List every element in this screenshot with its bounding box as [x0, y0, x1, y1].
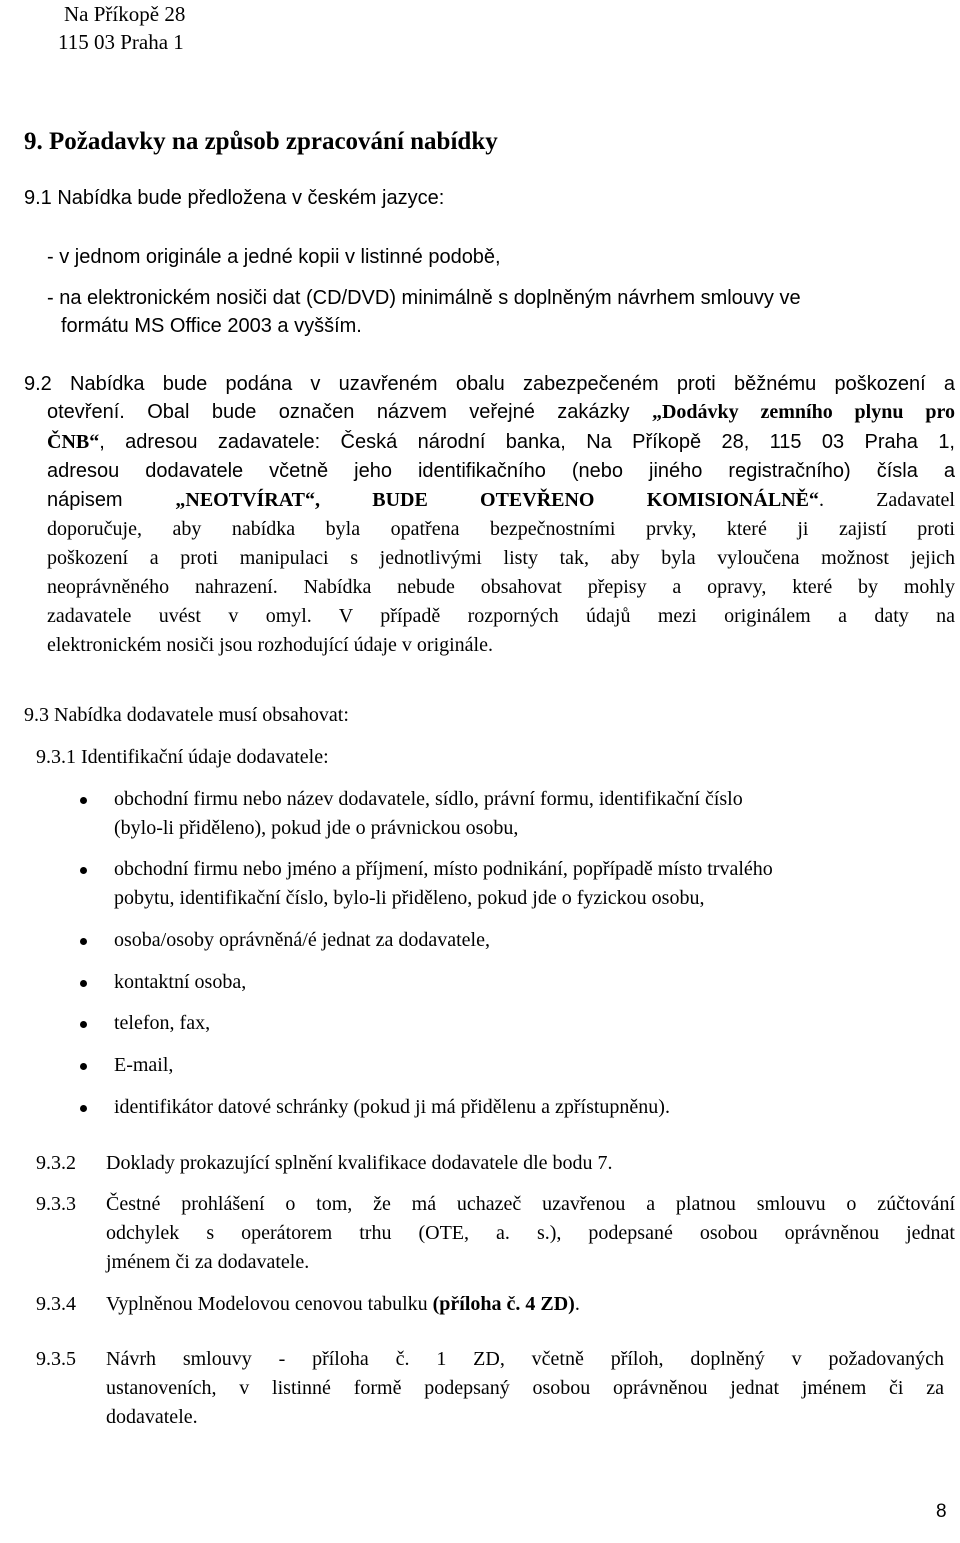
s932-text: Doklady prokazující splnění kvalifikace dodavatele dle bodu 7. — [106, 1152, 613, 1174]
bullet-7: identifikátor datové schránky (pokud ji má přidělenu a zpřístupněnu). — [114, 1096, 670, 1118]
s92-line-6: doporučuje, aby nabídka byla opatřena bezpečnostními prvky, které ji zajistí proti — [47, 518, 955, 540]
address-line-2: 115 03 Praha 1 — [58, 30, 184, 54]
s933-line-1: Čestné prohlášení o tom, že má uchazeč uzavřenou a platnou smlouvu o zúčtování — [106, 1193, 955, 1215]
bullet-3: osoba/osoby oprávněná/é jednat za dodavatele, — [114, 929, 490, 951]
bullet-1-line-1: obchodní firmu nebo název dodavatele, sídlo, právní formu, identifikační číslo — [114, 788, 743, 810]
bullet-1-line-2: (bylo-li přiděleno), pokud jde o právnickou osobu, — [114, 817, 519, 839]
bullet-2-line-1: obchodní firmu nebo jméno a příjmení, místo podnikání, popřípadě místo trvalého — [114, 858, 773, 880]
s91-item-1: - v jednom originále a jedné kopii v listinné podobě, — [47, 246, 501, 268]
s92-line-8: neoprávněného nahrazení. Nabídka nebude obsahovat přepisy a opravy, které by mohly — [47, 576, 955, 598]
s92-line-9: zadavatele uvést v omyl. V případě rozporných údajů mezi originálem a daty na — [47, 605, 955, 627]
s93-heading: 9.3 Nabídka dodavatele musí obsahovat: — [24, 704, 349, 726]
s92-line-2: otevření. Obal bude označen názvem veřejné zakázky „Dodávky zemního plynu pro — [47, 401, 955, 423]
s92-line-1: 9.2 Nabídka bude podána v uzavřeném obalu zabezpečeném proti běžnému poškození a — [24, 373, 955, 395]
s91-item-2-line-2: formátu MS Office 2003 a vyšším. — [61, 315, 362, 337]
section-title: 9. Požadavky na způsob zpracování nabídky — [24, 128, 498, 155]
s92-line-3: ČNB“, adresou zadavatele: Česká národní banka, Na Příkopě 28, 115 03 Praha 1, — [47, 431, 955, 453]
bullet-dot — [80, 867, 87, 874]
s935-line-3: dodavatele. — [106, 1406, 198, 1428]
bullet-4: kontaktní osoba, — [114, 971, 247, 993]
s932-number: 9.3.2 — [36, 1152, 76, 1174]
s935-number: 9.3.5 — [36, 1348, 76, 1370]
address-line-1: Na Příkopě 28 — [64, 2, 186, 26]
s934-text: Vyplněnou Modelovou cenovou tabulku (příloha č. 4 ZD). — [106, 1293, 580, 1315]
page-number: 8 — [936, 1501, 947, 1522]
s92-line-4: adresou dodavatele včetně jeho identifikačního (nebo jiného registračního) čísla a — [47, 460, 955, 482]
bullet-dot — [80, 797, 87, 804]
bullet-dot — [80, 938, 87, 945]
bullet-dot — [80, 1063, 87, 1070]
s933-line-2: odchylek s operátorem trhu (OTE, a. s.), podepsané osobou oprávněnou jednat — [106, 1222, 955, 1244]
s92-line-7: poškození a proti manipulaci s jednotlivými listy tak, aby byla vyloučena možnost jejich — [47, 547, 955, 569]
s91-item-2-line-1: - na elektronickém nosiči dat (CD/DVD) minimálně s doplněným návrhem smlouvy ve — [47, 287, 801, 309]
bullet-dot — [80, 1021, 87, 1028]
s931-heading: 9.3.1 Identifikační údaje dodavatele: — [36, 746, 329, 768]
s933-line-3: jménem či za dodavatele. — [106, 1251, 310, 1273]
bullet-5: telefon, fax, — [114, 1012, 211, 1034]
s935-line-2: ustanoveních, v listinné formě podepsaný osobou oprávněnou jednat jménem či za — [106, 1377, 944, 1399]
s935-line-1: Návrh smlouvy - příloha č. 1 ZD, včetně příloh, doplněný v požadovaných — [106, 1348, 944, 1370]
s92-line-10: elektronickém nosiči jsou rozhodující údaje v originále. — [47, 634, 493, 656]
bullet-6: E-mail, — [114, 1054, 174, 1076]
s933-number: 9.3.3 — [36, 1193, 76, 1215]
bullet-dot — [80, 1105, 87, 1112]
s92-line-5: nápisem „NEOTVÍRAT“, BUDE OTEVŘENO KOMISIONÁLNĚ“. Zadavatel — [47, 489, 955, 511]
s934-number: 9.3.4 — [36, 1293, 76, 1315]
bullet-dot — [80, 980, 87, 987]
bullet-2-line-2: pobytu, identifikační číslo, bylo-li přiděleno, pokud jde o fyzickou osobu, — [114, 887, 705, 909]
s91-heading: 9.1 Nabídka bude předložena v českém jazyce: — [24, 187, 445, 209]
